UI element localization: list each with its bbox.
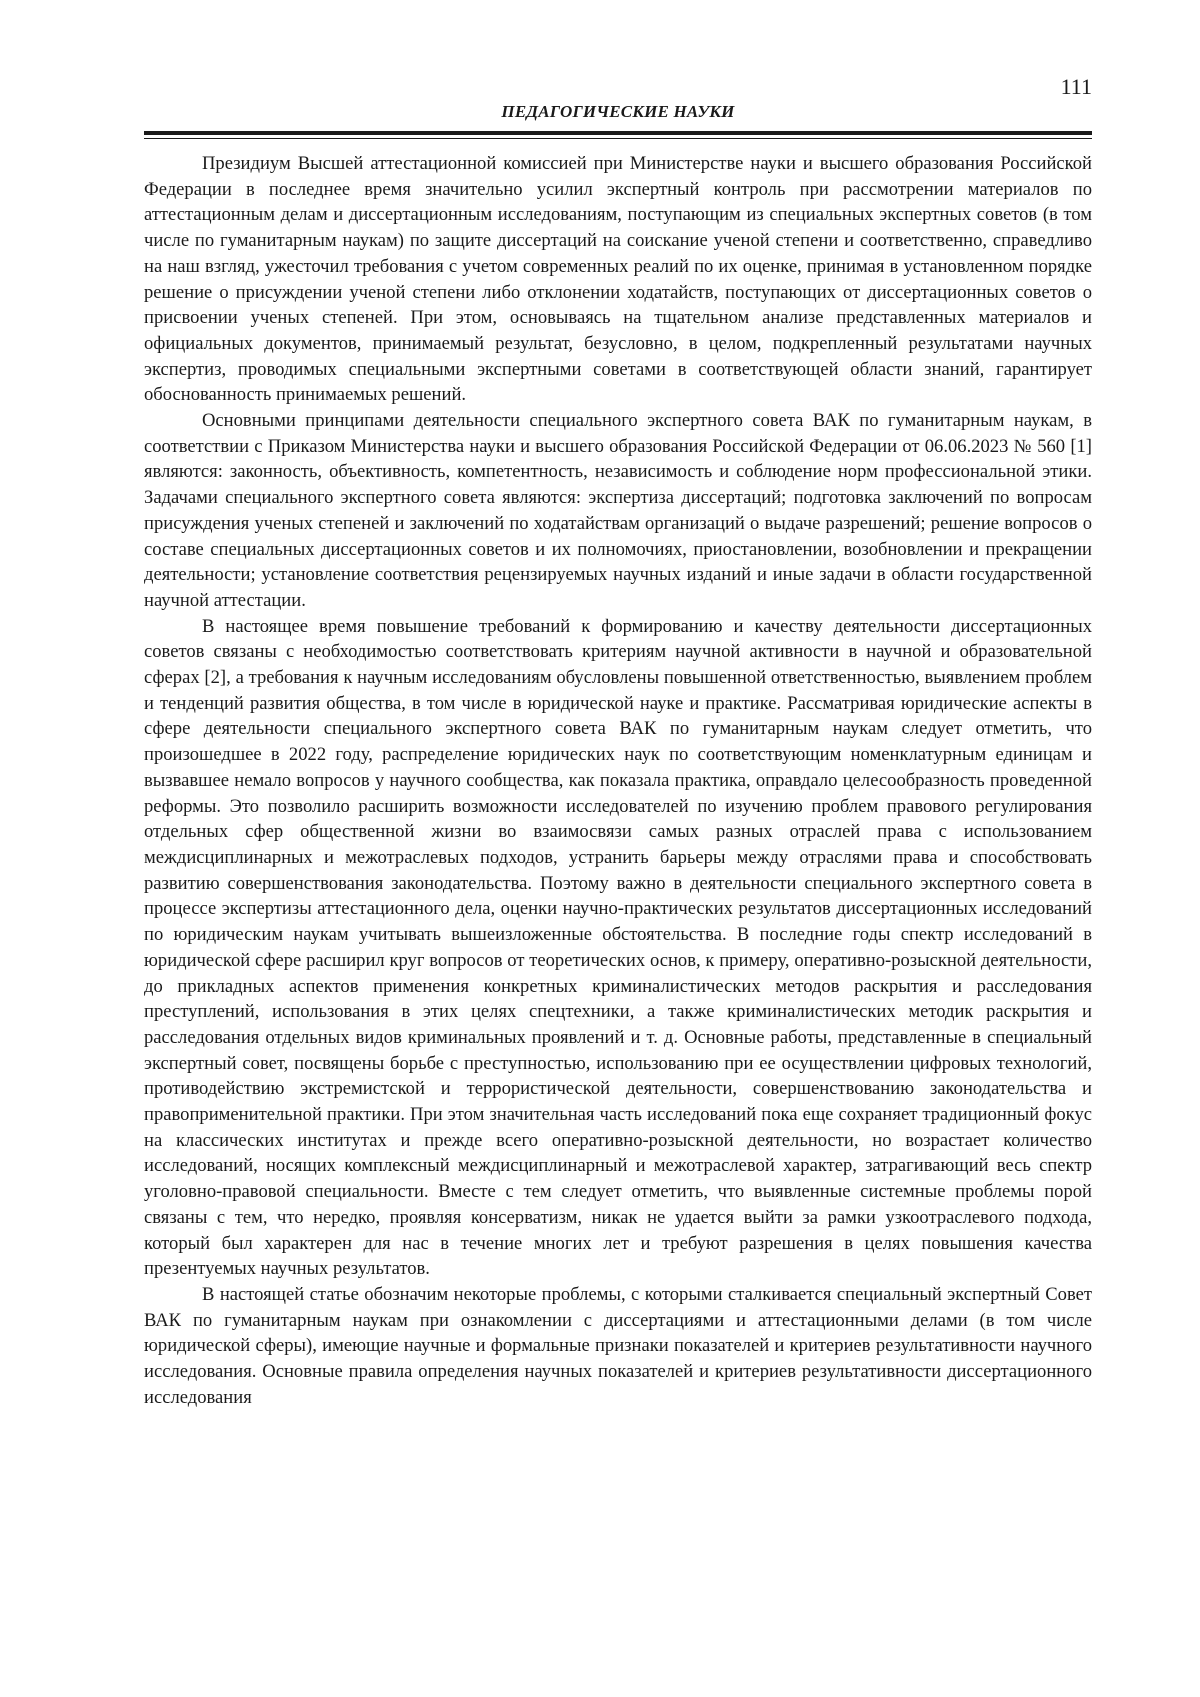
paragraph-4: В настоящей статье обозначим некоторые проблемы, с которыми сталкивается специальный экспертный Совет ВАК по гуманитарным наукам при ознакомлении с диссертациями и аттестационными делами (в том числе юридической сферы), имеющие научные и формальные признаки показателей и критериев результативности научного исследования. Основные правила определения научных показателей и критериев результативности диссертационного исследования — [144, 1282, 1092, 1411]
journal-page — [0, 0, 1200, 1697]
paragraph-2: Основными принципами деятельности специального экспертного совета ВАК по гуманитарным наукам, в соответствии с Приказом Министерства науки и высшего образования Российской Федерации от 06.06.2023 № 560 [1] являются: законность, объективность, компетентность, независимость и соблюдение норм профессиональной этики. Задачами специального экспертного совета являются: экспертиза диссертаций; подготовка заключений по вопросам присуждения ученых степеней и заключений по ходатайствам организаций о выдаче разрешений; решение вопросов о составе специальных диссертационных советов и их полномочиях, приостановлении, возобновлении и прекращении деятельности; установление соответствия рецензируемых научных изданий и иные задачи в области государственной научной аттестации. — [144, 408, 1092, 614]
running-header-section-title: ПЕДАГОГИЧЕСКИЕ НАУКИ — [144, 102, 1092, 122]
paragraph-3: В настоящее время повышение требований к формированию и качеству деятельности диссертационных советов связаны с необходимостью соответствовать критериям научной активности в научной и образовательной сферах [2], а требования к научным исследованиям обусловлены повышенной ответственностью, выявлением проблем и тенденций развития общества, в том числе в юридической науке и практике. Рассматривая юридические аспекты в сфере деятельности специального экспертного совета ВАК по гуманитарным наукам следует отметить, что произошедшее в 2022 году, распределение юридических наук по соответствующим номенклатурным единицам и вызвавшее немало вопросов у научного сообщества, как показала практика, оправдало целесообразность проведенной реформы. Это позволило расширить возможности исследователей по изучению проблем правового регулирования отдельных сфер общественной жизни во взаимосвязи самых разных отраслей права с использованием междисциплинарных и межотраслевых подходов, устранить барьеры между отраслями права и способствовать развитию совершенствования законодательства. Поэтому важно в деятельности специального экспертного совета в процессе экспертизы аттестационного дела, оценки научно-практических результатов диссертационных исследований по юридическим наукам учитывать вышеизложенные обстоятельства. В последние годы спектр исследований в юридической сфере расширил круг вопросов от теоретических основ, к примеру, оперативно-розыскной деятельности, до прикладных аспектов применения конкретных криминалистических методов раскрытия и расследования преступлений, использования в этих целях спецтехники, а также криминалистических методик раскрытия и расследования отдельных видов криминальных проявлений и т. д. Основные работы, представленные в специальный экспертный совет, посвящены борьбе с преступностью, использованию при ее осуществлении цифровых технологий, противодействию экстремистской и террористической деятельности, совершенствованию законодательства и правоприменительной практики. При этом значительная часть исследований пока еще сохраняет традиционный фокус на классических институтах и прежде всего оперативно-розыскной деятельности, но возрастает количество исследований, носящих комплексный междисциплинарный и межотраслевой характер, затрагивающий весь спектр уголовно-правовой специальности. Вместе с тем следует отметить, что выявленные системные проблемы порой связаны с тем, что нередко, проявляя консерватизм, никак не удается выйти за рамки узкоотраслевого подхода, который был характерен для нас в течение многих лет и требуют разрешения в целях повышения качества презентуемых научных результатов. — [144, 614, 1092, 1282]
header-rule-thick — [144, 131, 1092, 135]
header-rule-thin — [144, 138, 1092, 139]
article-body — [144, 151, 1092, 1410]
page-number: 111 — [1061, 74, 1092, 100]
paragraph-1: Президиум Высшей аттестационной комиссией при Министерстве науки и высшего образования Российской Федерации в последнее время значительно усилил экспертный контроль при рассмотрении материалов по аттестационным делам и диссертационным исследованиям, поступающим из специальных экспертных советов (в том числе по гуманитарным наукам) по защите диссертаций на соискание ученой степени и соответственно, справедливо на наш взгляд, ужесточил требования с учетом современных реалий по их оценке, принимая в установленном порядке решение о присуждении ученой степени либо отклонении ходатайств, поступающих от диссертационных советов о присвоении ученых степеней. При этом, основываясь на тщательном анализе представленных материалов и официальных документов, принимаемый результат, безусловно, в целом, подкрепленный результатами научных экспертиз, проводимых специальными экспертными советами в соответствующей области знаний, гарантирует обоснованность принимаемых решений. — [144, 151, 1092, 408]
